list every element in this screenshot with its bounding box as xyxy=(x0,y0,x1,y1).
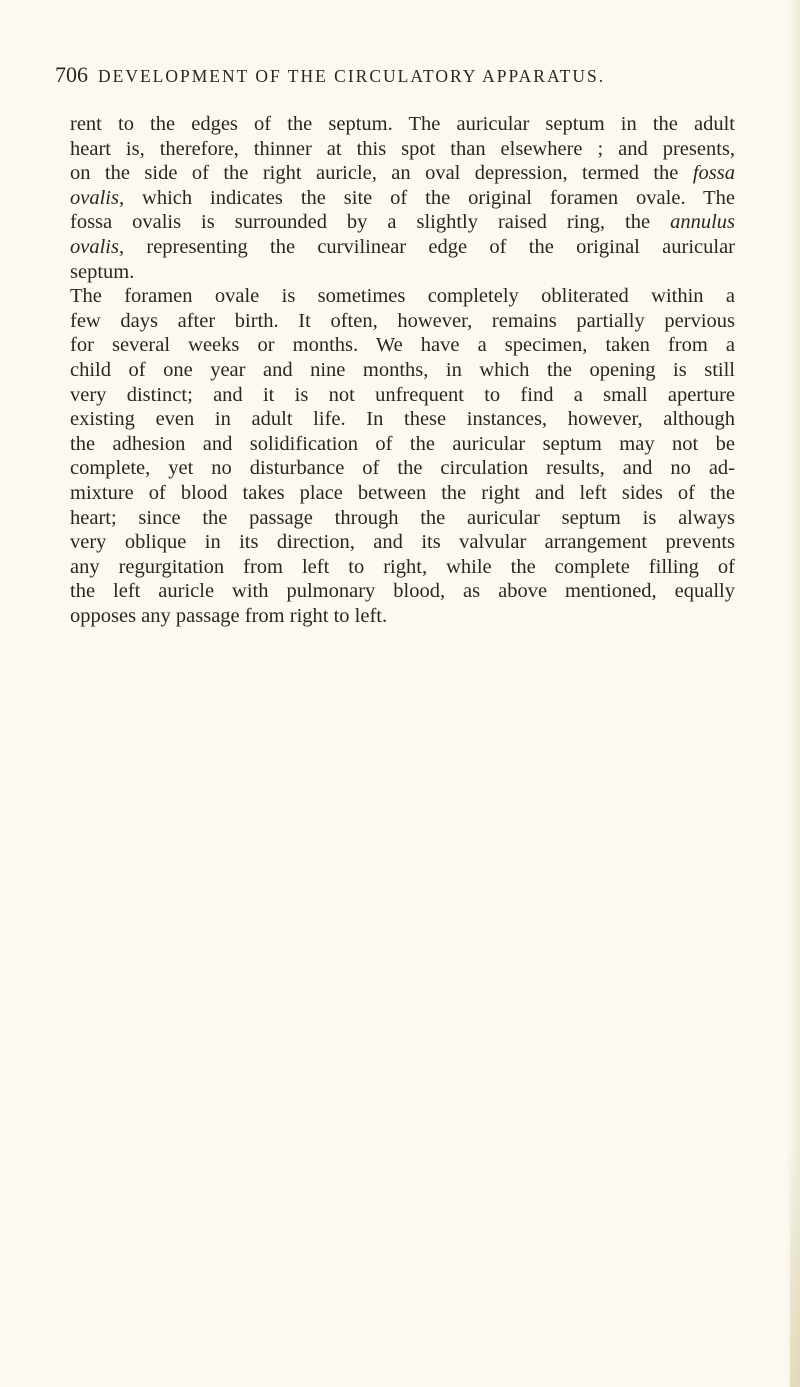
text-line xyxy=(70,112,735,137)
text-line xyxy=(70,161,735,186)
text-segment: mixture of blood takes place between the right and left sides of the xyxy=(70,481,735,504)
text-line xyxy=(70,506,735,531)
text-segment: the adhesion and solidification of the auricular septum may not be xyxy=(70,432,735,455)
text-line xyxy=(70,186,735,211)
text-line xyxy=(70,579,735,604)
text-segment: existing even in adult life. In these instances, however, although xyxy=(70,408,735,431)
italic-term: fossa xyxy=(692,162,735,185)
text-line xyxy=(70,358,735,383)
text-line xyxy=(70,210,735,235)
text-segment: heart is, therefore, thinner at this spot than elsewhere ; and presents, xyxy=(70,137,735,160)
text-line xyxy=(70,383,735,408)
text-segment: few days after birth. It often, however, remains partially pervious xyxy=(70,309,735,332)
page-edge-stain xyxy=(790,1147,800,1387)
text-segment: any regurgitation from left to right, while the complete filling of xyxy=(70,555,735,578)
italic-term: annulus xyxy=(670,211,735,234)
text-line xyxy=(70,555,735,580)
text-segment: for several weeks or months. We have a specimen, taken from a xyxy=(70,334,735,357)
running-head xyxy=(55,62,755,89)
text-line xyxy=(70,260,735,285)
text-line xyxy=(70,407,735,432)
text-line xyxy=(70,481,735,506)
text-line xyxy=(70,309,735,334)
text-segment: which indicates the site of the original foramen ovale. The xyxy=(124,186,735,209)
text-line xyxy=(70,235,735,260)
text-segment: heart; since the passage through the auricular septum is always xyxy=(70,506,735,529)
text-segment: very oblique in its direction, and its valvular arrangement prevents xyxy=(70,531,735,554)
text-segment: rent to the edges of the septum. The auricular septum in the adult xyxy=(70,113,735,135)
text-line xyxy=(70,604,735,629)
text-segment: on the side of the right auricle, an oval depression, termed the xyxy=(70,162,693,185)
running-head-title: DEVELOPMENT OF THE CIRCULATORY APPARATUS. xyxy=(98,66,606,86)
text-line xyxy=(70,456,735,481)
text-line xyxy=(70,284,735,309)
text-line xyxy=(70,530,735,555)
body-text xyxy=(70,112,735,628)
text-line xyxy=(70,432,735,457)
italic-term: ovalis, xyxy=(70,235,125,258)
text-line xyxy=(70,137,735,162)
text-segment: opposes any passage from right to left. xyxy=(70,604,388,627)
text-segment: complete, yet no disturbance of the circulation results, and no ad- xyxy=(70,457,735,480)
text-segment: very distinct; and it is not unfrequent to find a small aperture xyxy=(70,383,735,406)
text-segment: septum. xyxy=(70,260,135,283)
page-number: 706 xyxy=(55,62,88,87)
italic-term: ovalis, xyxy=(70,186,125,209)
text-segment: fossa ovalis is surrounded by a slightly raised ring, the xyxy=(70,211,671,234)
text-line xyxy=(70,333,735,358)
text-segment: representing the curvilinear edge of the original auricular xyxy=(124,235,735,258)
text-segment: The foramen ovale is sometimes completely obliterated within a xyxy=(70,285,735,308)
text-segment: child of one year and nine months, in which the opening is still xyxy=(70,358,735,381)
text-segment: the left auricle with pulmonary blood, as above mentioned, equally xyxy=(70,580,735,603)
